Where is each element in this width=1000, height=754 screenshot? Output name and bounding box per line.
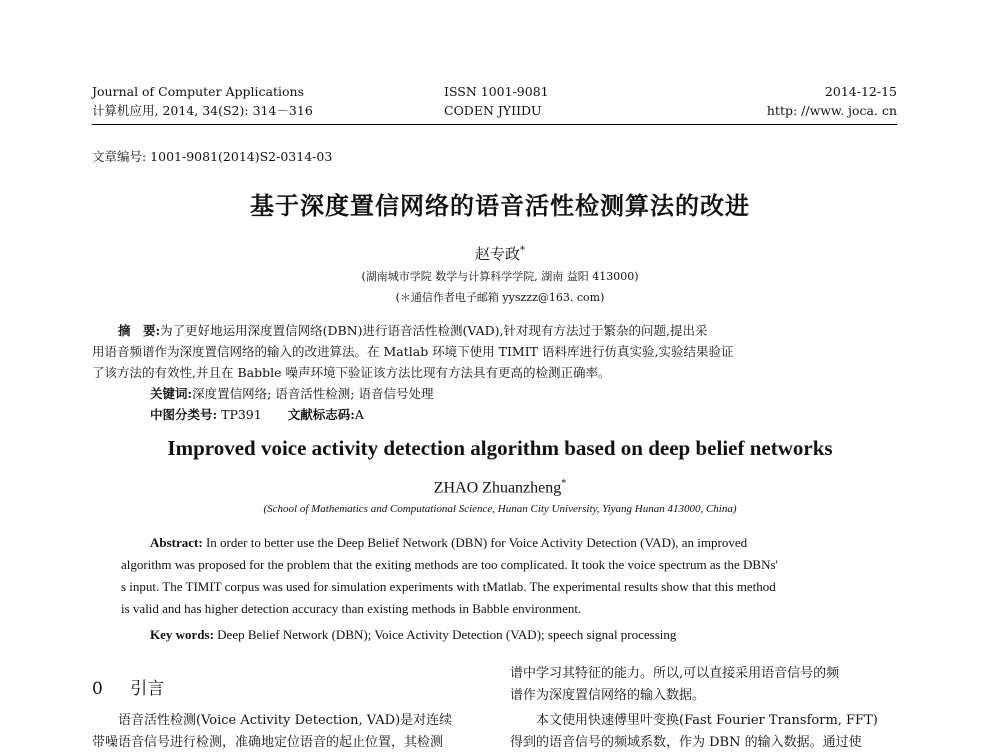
section-title: 引言 (130, 679, 165, 699)
clc-value: TP391 (221, 407, 262, 422)
email-cn: (＊通信作者电子邮箱 yyszzz@163. com) (395, 291, 605, 304)
right-col-line: 谱作为深度置信网络的输入数据。 (510, 688, 706, 703)
author-name-en: ZHAO Zhuanzheng (433, 479, 562, 497)
affiliation-cn: (湖南城市学院 数学与计算科学学院, 湖南 益阳 413000) (361, 270, 639, 283)
doc-code-value: A (354, 407, 364, 422)
journal-name-en: Journal of Computer Applications (92, 84, 305, 99)
affiliation-en: (School of Mathematics and Computational Science, Hunan City University, Yiyang Hunan 413000, China) (263, 503, 737, 515)
article-number: 文章编号: 1001-9081(2014)S2-0314-03 (92, 149, 333, 164)
coden: CODEN JYIIDU (444, 103, 542, 118)
keywords-cn (150, 383, 434, 404)
title-cn: 基于深度置信网络的语音活性检测算法的改进 (250, 192, 750, 220)
journal-citation-cn: 计算机应用, 2014, 34(S2): 314－316 (92, 103, 313, 118)
right-col-line: 本文使用快速傅里叶变换(Fast Fourier Transform, FFT) (536, 713, 878, 728)
abstract-cn-line: 为了更好地运用深度置信网络(DBN)进行语音活性检测(VAD),针对现有方法过于繁杂的问题,提出采 (160, 323, 708, 338)
right-col-line: 得到的语音信号的频域系数，作为 DBN 的输入数据。通过使 (510, 735, 862, 750)
abstract-cn (118, 320, 898, 341)
keywords-en-label: Key words: (150, 627, 214, 642)
abstract-cn-line: 了该方法的有效性,并且在 Babble 噪声环境下验证该方法比现有方法具有更高的检测正确率。 (92, 365, 611, 380)
publish-date: 2014-12-15 (824, 84, 897, 99)
abstract-en-line: is valid and has higher detection accuracy than existing methods in Babble environment. (121, 601, 582, 616)
author-name-cn: 赵专政 (474, 245, 520, 263)
abstract-en-line: In order to better use the Deep Belief Network (DBN) for Voice Activity Detection (VAD), an improved (205, 535, 748, 550)
section-number: 0 (92, 679, 103, 699)
abstract-en-first (150, 532, 898, 554)
title-en: Improved voice activity detection algorithm based on deep belief networks (167, 436, 833, 460)
left-col-line: 语音活性检测(Voice Activity Detection, VAD)是对连续 (118, 713, 453, 728)
abstract-en-label: Abstract: (150, 535, 203, 550)
keywords-en (150, 624, 676, 646)
clc-label: 中图分类号: (150, 407, 218, 422)
abstract-en-line: algorithm was proposed for the problem that the exiting methods are too complicated. It took the voice spectrum as the DBNs' (121, 557, 778, 572)
author-en (0, 478, 1000, 497)
journal-url[interactable]: http: //www. joca. cn (766, 103, 897, 118)
abstract-cn-label: 摘 要: (118, 323, 161, 338)
issn: ISSN 1001-9081 (444, 84, 549, 99)
right-col-line: 谱中学习其特征的能力。所以,可以直接采用语音信号的频 (510, 666, 840, 681)
keywords-cn-text: 深度置信网络; 语音活性检测; 语音信号处理 (192, 386, 434, 401)
section-heading (92, 674, 164, 699)
doc-code-label: 文献标志码: (287, 407, 355, 422)
abstract-cn-line: 用语音频谱作为深度置信网络的输入的改进算法。在 Matlab 环境下使用 TIMIT 语料库进行仿真实验,实验结果验证 (92, 344, 734, 359)
author-mark: * (520, 245, 525, 256)
author-mark: * (561, 478, 567, 489)
header-rule (92, 124, 897, 125)
keywords-cn-label: 关键词: (150, 386, 193, 401)
keywords-en-text: Deep Belief Network (DBN); Voice Activity Detection (VAD); speech signal processing (217, 627, 677, 642)
abstract-en-line: s input. The TIMIT corpus was used for simulation experiments with tMatlab. The experimental results show that this method (121, 579, 776, 594)
left-col-line: 带噪语音信号进行检测，准确地定位语音的起止位置，其检测 (92, 735, 444, 750)
author-cn (0, 243, 1000, 264)
classification-line (150, 404, 364, 425)
